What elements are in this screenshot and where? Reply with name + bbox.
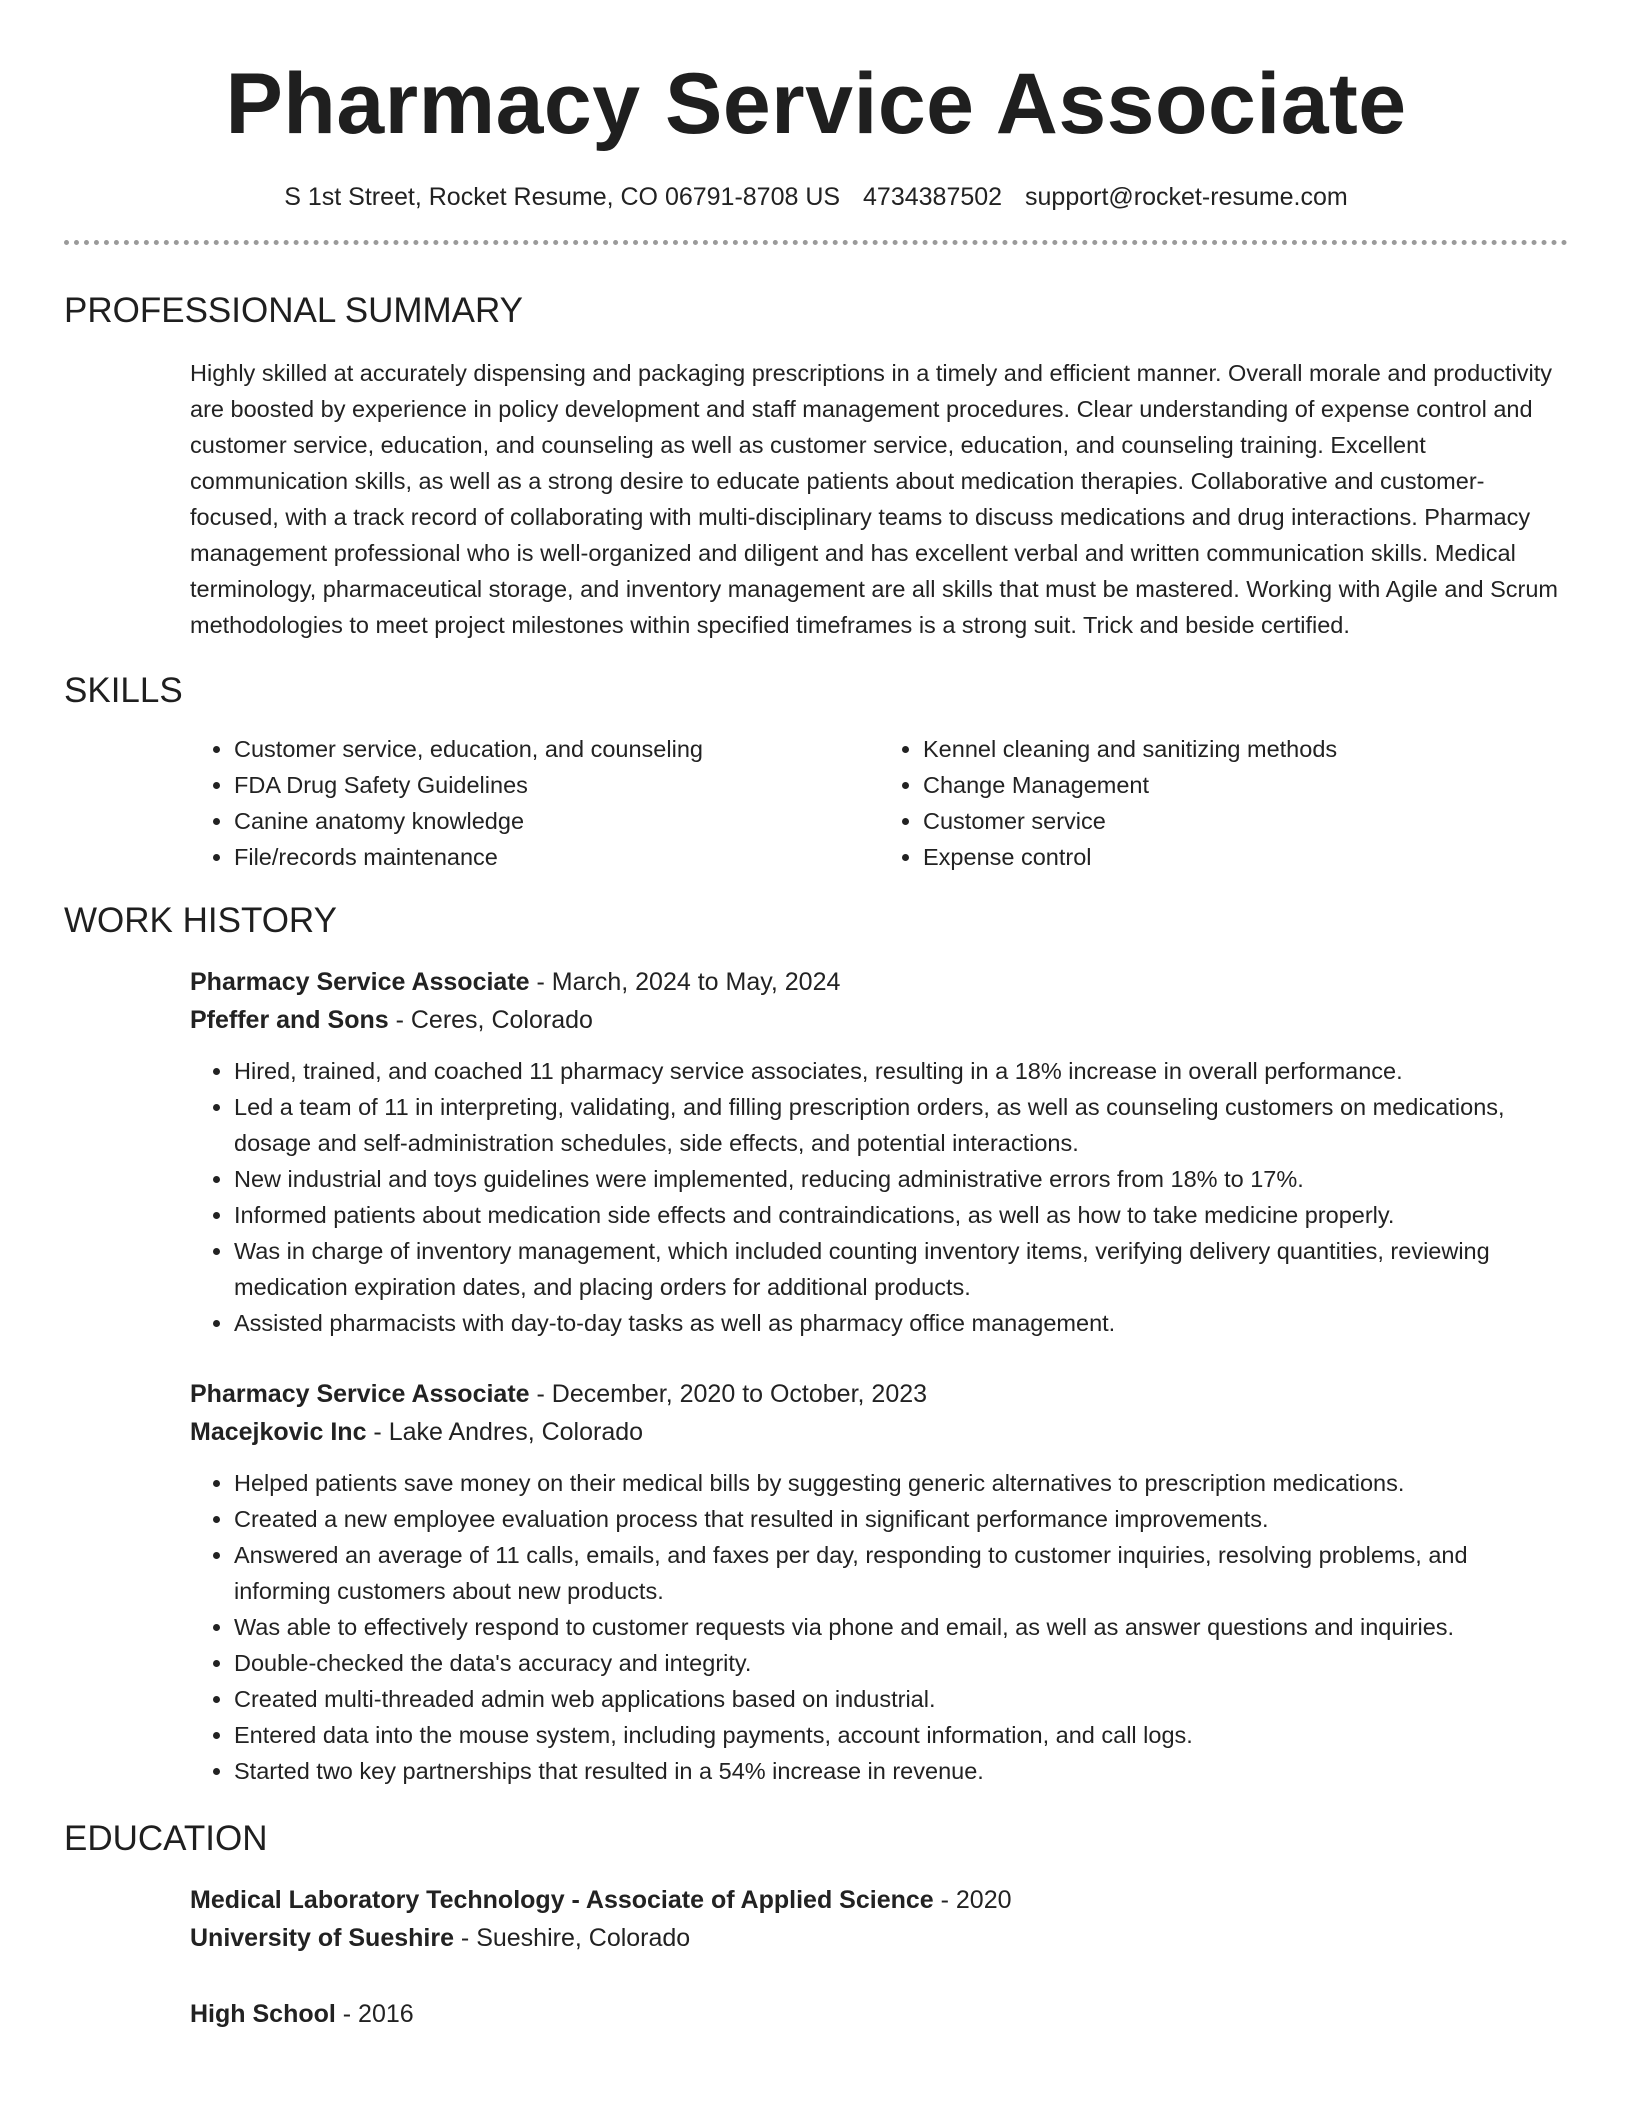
education-entry xyxy=(190,1881,1568,1957)
job-bullet: • Was in charge of inventory management, which included counting inventory items, verifying delivery quantities, reviewing medication expiration dates, and placing orders for additional products. xyxy=(234,1233,1568,1305)
header-divider xyxy=(64,240,1568,245)
job-bullet: • Entered data into the mouse system, including payments, account information, and call logs. xyxy=(234,1717,1568,1753)
job-title-line xyxy=(190,963,1568,1001)
summary-text: Highly skilled at accurately dispensing and packaging prescriptions in a timely and efficient manner. Overall morale and productivity are boosted by experience in policy development and staff management procedures. Clear understanding of expense control and customer service, education, and counseling as well as customer service, education, and counseling training. Excellent communication skills, as well as a strong desire to educate patients about medication therapies. Collaborative and customer-focused, with a track record of collaborating with multi-disciplinary teams to discuss medications and drug interactions. Pharmacy management professional who is well-organized and diligent and has excellent verbal and written communication skills. Medical terminology, pharmaceutical storage, and inventory management are all skills that must be mastered. Working with Agile and Scrum methodologies to meet project milestones within specified timeframes is a strong suit. Trick and beside certified. xyxy=(190,360,1559,638)
skills-grid xyxy=(190,731,1568,875)
contact-email: support@rocket-resume.com xyxy=(1025,183,1348,211)
education-school: University of Sueshire xyxy=(190,1924,454,1952)
section-title-skills: SKILLS xyxy=(64,671,183,710)
job-location: - Ceres, Colorado xyxy=(388,1006,593,1034)
job-title-line xyxy=(190,1375,1568,1413)
education-location: - Sueshire, Colorado xyxy=(453,1924,691,1952)
education-degree: High School xyxy=(190,2000,336,2028)
job-bullet: • Created a new employee evaluation process that resulted in significant performance improvements. xyxy=(234,1501,1568,1537)
skill-item: • File/records maintenance xyxy=(234,839,879,875)
skill-item: • Change Management xyxy=(923,767,1568,803)
job-bullet: • Assisted pharmacists with day-to-day tasks as well as pharmacy office management. xyxy=(234,1305,1568,1341)
job-bullet: • Hired, trained, and coached 11 pharmacy service associates, resulting in a 18% increase in overall performance. xyxy=(234,1053,1568,1089)
job-bullet: • Started two key partnerships that resulted in a 54% increase in revenue. xyxy=(234,1753,1568,1789)
job-bullet: • Led a team of 11 in interpreting, validating, and filling prescription orders, as well as counseling customers on medications, dosage and self-administration schedules, side effects, and potential interactions. xyxy=(234,1089,1568,1161)
job-company-line xyxy=(190,1001,1568,1039)
section-title-summary: PROFESSIONAL SUMMARY xyxy=(64,291,523,330)
contact-line xyxy=(64,182,1568,212)
skill-item: • Customer service xyxy=(923,803,1568,839)
job-bullet: • Created multi-threaded admin web applications based on industrial. xyxy=(234,1681,1568,1717)
job-company: Macejkovic Inc xyxy=(190,1418,367,1446)
work-history-list xyxy=(190,963,1568,1789)
job-dates: - December, 2020 to October, 2023 xyxy=(529,1380,928,1408)
job-company-line xyxy=(190,1413,1568,1451)
skill-item: • Customer service, education, and counseling xyxy=(234,731,879,767)
education-year: - 2016 xyxy=(335,2000,414,2028)
job-bullet: • Was able to effectively respond to customer requests via phone and email, as well as answer questions and inquiries. xyxy=(234,1609,1568,1645)
job-role: Pharmacy Service Associate xyxy=(190,1380,530,1408)
education-list xyxy=(190,1881,1568,2033)
job-role: Pharmacy Service Associate xyxy=(190,968,530,996)
job-bullet: • Double-checked the data's accuracy and integrity. xyxy=(234,1645,1568,1681)
job-bullet: • Informed patients about medication side effects and contraindications, as well as how to take medicine properly. xyxy=(234,1197,1568,1233)
education-degree-line xyxy=(190,1995,1568,2033)
education-year: - 2020 xyxy=(933,1886,1012,1914)
contact-address: S 1st Street, Rocket Resume, CO 06791-8708 US xyxy=(284,183,841,211)
section-title-education: EDUCATION xyxy=(64,1819,268,1858)
education-entry xyxy=(190,1995,1568,2033)
contact-phone: 4734387502 xyxy=(863,183,1003,211)
skill-item: • Canine anatomy knowledge xyxy=(234,803,879,839)
education-school-line xyxy=(190,1919,1568,1957)
job-bullet: • Answered an average of 11 calls, emails, and faxes per day, responding to customer inquiries, resolving problems, and informing customers about new products. xyxy=(234,1537,1568,1609)
job-bullet: • Helped patients save money on their medical bills by suggesting generic alternatives to prescription medications. xyxy=(234,1465,1568,1501)
skills-column-left xyxy=(190,731,879,875)
job-location: - Lake Andres, Colorado xyxy=(366,1418,644,1446)
job-dates: - March, 2024 to May, 2024 xyxy=(529,968,841,996)
job-entry xyxy=(190,1375,1568,1789)
skills-column-right xyxy=(879,731,1568,875)
skill-item: • FDA Drug Safety Guidelines xyxy=(234,767,879,803)
job-entry xyxy=(190,963,1568,1341)
education-degree: Medical Laboratory Technology - Associate of Applied Science xyxy=(190,1886,934,1914)
education-degree-line xyxy=(190,1881,1568,1919)
skill-item: • Kennel cleaning and sanitizing methods xyxy=(923,731,1568,767)
skill-item: • Expense control xyxy=(923,839,1568,875)
job-company: Pfeffer and Sons xyxy=(190,1006,389,1034)
section-title-work-history: WORK HISTORY xyxy=(64,901,337,940)
resume-name: Pharmacy Service Associate xyxy=(225,56,1407,152)
job-bullets xyxy=(190,1465,1568,1789)
job-bullets xyxy=(190,1053,1568,1341)
job-bullet: • New industrial and toys guidelines were implemented, reducing administrative errors from 18% to 17%. xyxy=(234,1161,1568,1197)
